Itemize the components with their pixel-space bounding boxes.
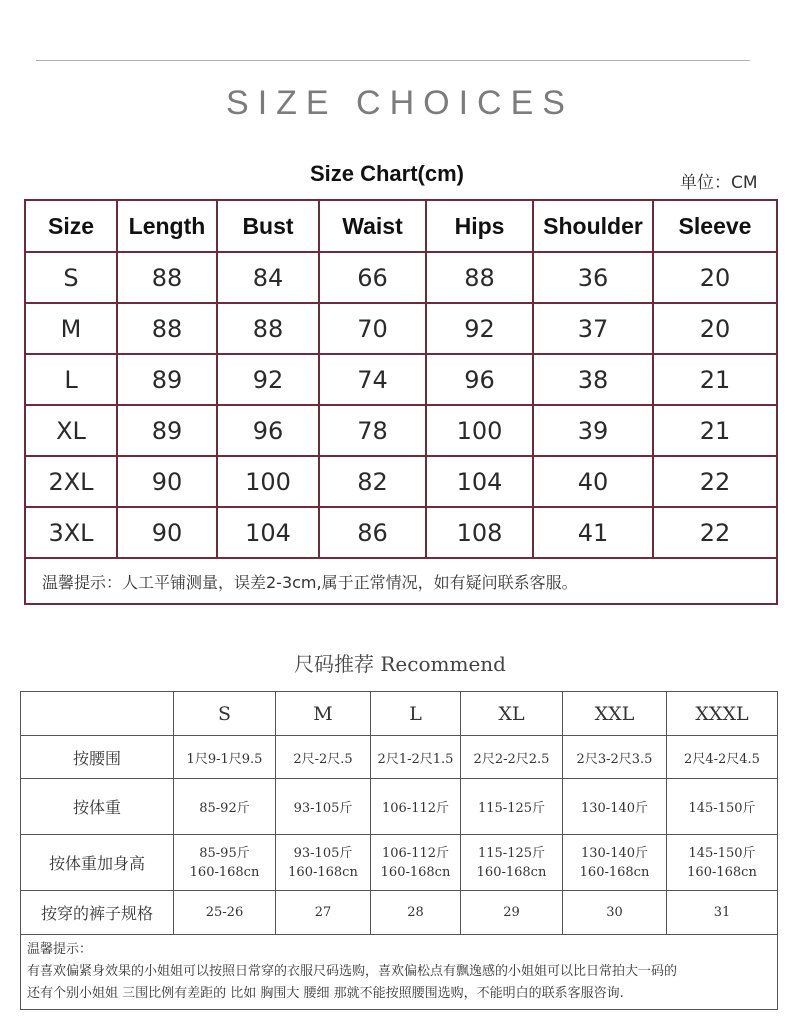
column-header: Waist [319, 200, 426, 252]
table-cell: 78 [319, 405, 426, 456]
table-cell [461, 835, 563, 891]
table-cell: 21 [653, 405, 777, 456]
corner-cell [21, 692, 174, 736]
table-row [21, 835, 778, 891]
table-cell: 40 [533, 456, 653, 507]
table-cell: 2尺2-2尺2.5 [461, 736, 563, 779]
table-row [21, 736, 778, 779]
table-cell: 2尺4-2尺4.5 [667, 736, 778, 779]
height-value: 160-168cn [687, 864, 757, 880]
table-cell: 82 [319, 456, 426, 507]
recommend-table [20, 691, 778, 1010]
table-cell: 130-140斤 [563, 779, 667, 835]
table-cell: 20 [653, 252, 777, 303]
recommend-title: 尺码推荐 Recommend [294, 652, 506, 676]
table-cell: 39 [533, 405, 653, 456]
weight-value: 115-125斤 [477, 845, 546, 861]
table-row [25, 456, 777, 507]
table-row [25, 405, 777, 456]
row-label: 按体重加身高 [21, 835, 174, 891]
note-row [21, 935, 778, 1010]
table-cell: 70 [319, 303, 426, 354]
table-cell: 22 [653, 456, 777, 507]
table-cell: 41 [533, 507, 653, 558]
table-cell: 22 [653, 507, 777, 558]
row-label: 按穿的裤子规格 [21, 891, 174, 935]
table-header-row [21, 692, 778, 736]
table-cell: 31 [667, 891, 778, 935]
column-header: S [174, 692, 276, 736]
height-value: 160-168cn [579, 864, 650, 880]
table-cell [371, 835, 461, 891]
recommend-note [21, 935, 778, 1010]
table-cell [276, 835, 371, 891]
column-header: M [276, 692, 371, 736]
height-value: 160-168cn [380, 864, 451, 880]
measurement-note: 温馨提示：人工平铺测量，误差2-3cm,属于正常情况，如有疑问联系客服。 [25, 558, 777, 604]
table-cell: 30 [563, 891, 667, 935]
table-cell: 96 [217, 405, 319, 456]
table-cell: 100 [426, 405, 533, 456]
table-cell: 37 [533, 303, 653, 354]
table-cell [667, 835, 778, 891]
table-cell [563, 835, 667, 891]
table-row [25, 507, 777, 558]
table-cell: 92 [426, 303, 533, 354]
table-cell: 89 [117, 405, 217, 456]
table-header-row [25, 200, 777, 252]
table-cell: 90 [117, 456, 217, 507]
weight-value: 85-95斤 [199, 845, 250, 861]
weight-value: 130-140斤 [580, 845, 649, 861]
column-header: L [371, 692, 461, 736]
table-cell: 104 [217, 507, 319, 558]
table-cell: 88 [117, 252, 217, 303]
table-cell: 3XL [25, 507, 117, 558]
column-header: Sleeve [653, 200, 777, 252]
table-cell: 28 [371, 891, 461, 935]
column-header: XXL [563, 692, 667, 736]
table-cell: 108 [426, 507, 533, 558]
note-title: 温馨提示： [27, 942, 93, 957]
column-header: XL [461, 692, 563, 736]
table-cell: 20 [653, 303, 777, 354]
table-cell: 2尺3-2尺3.5 [563, 736, 667, 779]
table-cell: 104 [426, 456, 533, 507]
table-row [21, 779, 778, 835]
table-cell: 74 [319, 354, 426, 405]
table-cell: 106-112斤 [371, 779, 461, 835]
table-cell: 38 [533, 354, 653, 405]
table-cell: 92 [217, 354, 319, 405]
table-cell: 89 [117, 354, 217, 405]
row-label: 按腰围 [21, 736, 174, 779]
top-divider [36, 60, 750, 61]
weight-value: 145-150斤 [688, 845, 756, 861]
table-cell: M [25, 303, 117, 354]
table-row [25, 354, 777, 405]
column-header: Shoulder [533, 200, 653, 252]
table-cell: 27 [276, 891, 371, 935]
table-cell: 29 [461, 891, 563, 935]
table-cell: 93-105斤 [276, 779, 371, 835]
height-value: 160-168cn [476, 864, 547, 880]
column-header: Size [25, 200, 117, 252]
table-cell: 2尺-2尺.5 [276, 736, 371, 779]
note-line: 还有个别小姐姐 三围比例有差距的 比如 胸围大 腰细 那就不能按照腰围选购，不能明白的联系客服咨询. [27, 986, 624, 1001]
table-cell: 25-26 [174, 891, 276, 935]
column-header: Bust [217, 200, 319, 252]
table-cell: 88 [426, 252, 533, 303]
table-cell: 100 [217, 456, 319, 507]
column-header: Length [117, 200, 217, 252]
page-title: SIZE CHOICES [226, 84, 574, 122]
note-row [25, 558, 777, 604]
table-cell: 1尺9-1尺9.5 [174, 736, 276, 779]
table-cell: 2XL [25, 456, 117, 507]
weight-value: 93-105斤 [293, 845, 353, 861]
table-cell: 66 [319, 252, 426, 303]
table-cell: 115-125斤 [461, 779, 563, 835]
table-cell: 88 [217, 303, 319, 354]
column-header: XXXL [667, 692, 778, 736]
table-cell: L [25, 354, 117, 405]
table-cell: 86 [319, 507, 426, 558]
note-line: 有喜欢偏紧身效果的小姐姐可以按照日常穿的衣服尺码选购，喜欢偏松点有飘逸感的小姐姐可以比日常拍大一码的 [27, 964, 678, 979]
table-cell: XL [25, 405, 117, 456]
table-cell: S [25, 252, 117, 303]
column-header: Hips [426, 200, 533, 252]
table-cell: 36 [533, 252, 653, 303]
height-value: 160-168cn [288, 864, 358, 880]
table-cell: 84 [217, 252, 319, 303]
row-label: 按体重 [21, 779, 174, 835]
table-cell: 85-92斤 [174, 779, 276, 835]
table-row [21, 891, 778, 935]
unit-label: 单位：CM [680, 173, 758, 193]
table-cell [174, 835, 276, 891]
size-chart-table [24, 199, 778, 605]
table-row [25, 303, 777, 354]
table-cell: 2尺1-2尺1.5 [371, 736, 461, 779]
table-cell: 21 [653, 354, 777, 405]
weight-value: 106-112斤 [381, 845, 450, 861]
table-cell: 88 [117, 303, 217, 354]
table-cell: 96 [426, 354, 533, 405]
table-row [25, 252, 777, 303]
height-value: 160-168cn [189, 864, 260, 880]
table-cell: 90 [117, 507, 217, 558]
size-chart-title: Size Chart(cm) [309, 161, 465, 186]
table-cell: 145-150斤 [667, 779, 778, 835]
